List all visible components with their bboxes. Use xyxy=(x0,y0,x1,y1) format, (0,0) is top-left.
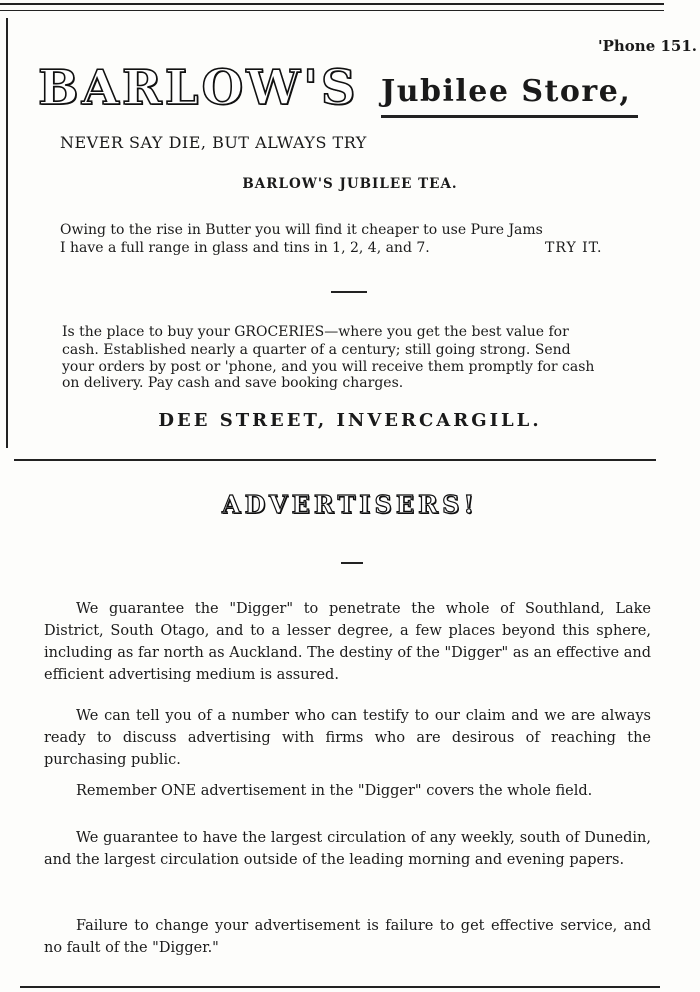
groceries-line-3: your orders by post or 'phone, and you will receive them promptly for cash xyxy=(62,359,595,375)
advertisers-paragraph-5: Failure to change your advertisement is failure to get effective service, and no fault of the "Digger." xyxy=(44,918,651,956)
store-address: DEE STREET, INVERCARGILL. xyxy=(158,410,542,431)
bottom-border-rule xyxy=(20,986,660,988)
advertisers-heading: ADVERTISERS! xyxy=(222,490,478,519)
tagline-underline xyxy=(381,115,638,118)
store-name-heading: BARLOW'S xyxy=(38,60,359,116)
top-border-rule-inner xyxy=(0,10,664,11)
store-tagline: Jubilee Store, xyxy=(381,74,632,109)
groceries-line-4: on delivery. Pay cash and save booking charges. xyxy=(62,375,404,391)
section-divider-short xyxy=(331,291,367,293)
groceries-line-1: Is the place to buy your GROCERIES—where you get the best value for xyxy=(62,324,569,340)
advertisers-paragraph-1: We guarantee the "Digger" to penetrate the whole of Southland, Lake District, South Otago, and to a lesser degree, a few places beyond this sphere, including as far north as Auckland. The destiny of the "Digger" as an effective and efficient advertising medium is assured. xyxy=(44,601,651,683)
left-border-rule xyxy=(6,18,8,448)
advertisers-paragraph-3: Remember ONE advertisement in the "Digger" covers the whole field. xyxy=(76,783,593,799)
phone-number: 'Phone 151. xyxy=(598,37,697,55)
butter-line-1: Owing to the rise in Butter you will find it cheaper to use Pure Jams xyxy=(60,222,543,238)
advertisers-paragraph-2: We can tell you of a number who can testify to our claim and we are always ready to discuss advertising with firms who are desirous of reaching the purchasing public. xyxy=(44,708,651,768)
slogan: NEVER SAY DIE, BUT ALWAYS TRY xyxy=(60,133,367,152)
section-divider-long xyxy=(14,459,656,461)
try-it: TRY IT. xyxy=(545,240,603,256)
groceries-line-2: cash. Established nearly a quarter of a century; still going strong. Send xyxy=(62,342,571,358)
advertisers-divider-short xyxy=(341,562,363,564)
tea-heading: BARLOW'S JUBILEE TEA. xyxy=(242,176,458,192)
advertisers-paragraph-4: We guarantee to have the largest circulation of any weekly, south of Dunedin, and the largest circulation outside of the leading morning and evening papers. xyxy=(44,830,651,868)
butter-line-2: I have a full range in glass and tins in 1, 2, 4, and 7. xyxy=(60,240,430,256)
top-border-rule xyxy=(0,3,664,5)
